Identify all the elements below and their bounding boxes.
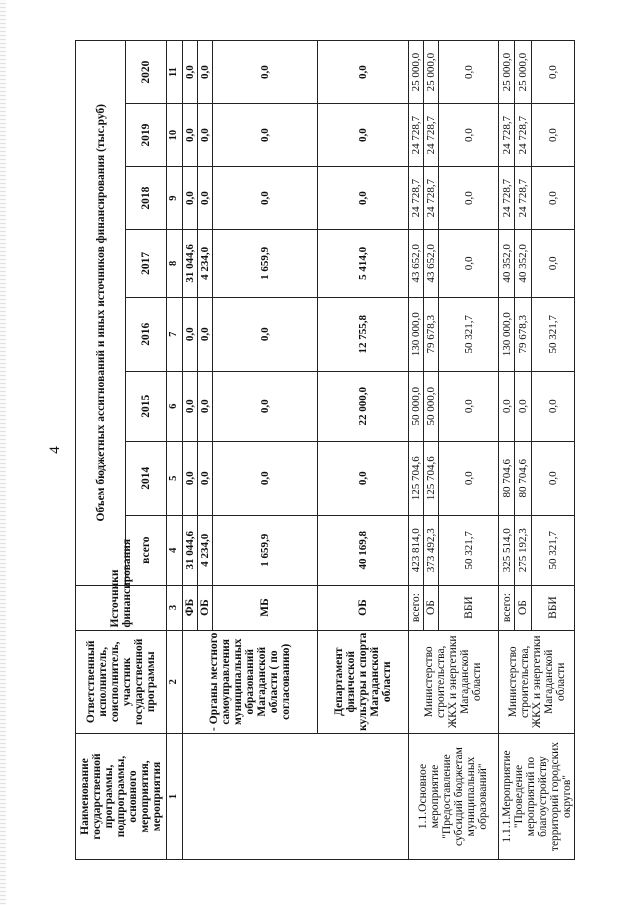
cell-responsible: - Органы местного самоуправления муниципальных образований Магаданской области ( по согласованию) bbox=[182, 630, 317, 733]
cell-value: 24 728,7 bbox=[515, 167, 531, 230]
index-row bbox=[166, 41, 182, 860]
header-total: всего bbox=[126, 515, 166, 585]
header-year: 2014 bbox=[126, 441, 166, 515]
cell-value: 130 000,0 bbox=[499, 297, 515, 371]
index-cell: 3 bbox=[166, 585, 182, 630]
index-cell: 1 bbox=[166, 734, 182, 860]
cell-value: 25 000,0 bbox=[515, 41, 531, 104]
index-cell: 9 bbox=[166, 167, 182, 230]
cell-value: 79 678,3 bbox=[515, 297, 531, 371]
cell-value: 0,0 bbox=[438, 441, 498, 515]
cell-source: МБ bbox=[213, 585, 318, 630]
header-source: Источники финансирования bbox=[76, 585, 167, 630]
cell-value: 43 652,0 bbox=[423, 230, 438, 297]
cell-value: 0,0 bbox=[197, 41, 212, 104]
cell-responsible: Министерство строительства, ЖКХ и энергетики Магаданской области bbox=[408, 630, 499, 733]
header-year: 2015 bbox=[126, 371, 166, 441]
cell-value: 0,0 bbox=[182, 297, 197, 371]
cell-value: 50 321,7 bbox=[438, 297, 498, 371]
header-year: 2018 bbox=[126, 167, 166, 230]
cell-value: 0,0 bbox=[531, 441, 574, 515]
cell-value: 12 755,8 bbox=[317, 297, 408, 371]
cell-value: 0,0 bbox=[213, 167, 318, 230]
cell-value: 4 234,0 bbox=[197, 230, 212, 297]
cell-source: ОБ bbox=[515, 585, 531, 630]
cell-value: 0,0 bbox=[438, 230, 498, 297]
cell-value: 0,0 bbox=[531, 230, 574, 297]
cell-source: ВБИ bbox=[438, 585, 498, 630]
page-number: 4 bbox=[47, 446, 63, 454]
cell-value: 0,0 bbox=[531, 167, 574, 230]
index-cell: 10 bbox=[166, 104, 182, 167]
cell-value: 0,0 bbox=[213, 441, 318, 515]
cell-value: 80 704,6 bbox=[499, 441, 515, 515]
header-funding-group: Объем бюджетных ассигнований и иных источников финансирования (тыс.руб) bbox=[76, 41, 126, 586]
cell-source: всего: bbox=[499, 585, 515, 630]
cell-value: 125 704,6 bbox=[423, 441, 438, 515]
cell-value: 0,0 bbox=[197, 104, 212, 167]
cell-source: ОБ bbox=[197, 585, 212, 630]
cell-value: 0,0 bbox=[438, 167, 498, 230]
cell-value: 80 704,6 bbox=[515, 441, 531, 515]
header-year: 2019 bbox=[126, 104, 166, 167]
cell-value: 24 728,7 bbox=[423, 167, 438, 230]
cell-value: 0,0 bbox=[438, 41, 498, 104]
cell-value: 24 728,7 bbox=[408, 104, 423, 167]
header-name: Наименование государственной программы, подпрограммы, основного мероприятия, мероприятия bbox=[76, 734, 167, 860]
header-row-1 bbox=[76, 41, 126, 860]
cell-value: 0,0 bbox=[438, 371, 498, 441]
cell-value: 25 000,0 bbox=[408, 41, 423, 104]
cell-source: ФБ bbox=[182, 585, 197, 630]
cell-value: 50 321,7 bbox=[438, 515, 498, 585]
cell-value: 0,0 bbox=[317, 41, 408, 104]
index-cell: 5 bbox=[166, 441, 182, 515]
cell-value: 0,0 bbox=[182, 104, 197, 167]
cell-value: 4 234,0 bbox=[197, 515, 212, 585]
cell-source: ОБ bbox=[317, 585, 408, 630]
cell-value: 79 678,3 bbox=[423, 297, 438, 371]
index-cell: 7 bbox=[166, 297, 182, 371]
cell-value: 43 652,0 bbox=[408, 230, 423, 297]
cell-value: 0,0 bbox=[317, 441, 408, 515]
scan-edge bbox=[0, 0, 6, 905]
index-cell: 11 bbox=[166, 41, 182, 104]
cell-value: 0,0 bbox=[182, 41, 197, 104]
cell-source: ОБ bbox=[423, 585, 438, 630]
cell-value: 0,0 bbox=[197, 371, 212, 441]
cell-value: 40 352,0 bbox=[515, 230, 531, 297]
cell-value: 1 659,9 bbox=[213, 515, 318, 585]
cell-value: 0,0 bbox=[531, 104, 574, 167]
cell-value: 0,0 bbox=[515, 371, 531, 441]
cell-value: 0,0 bbox=[531, 371, 574, 441]
cell-value: 40 352,0 bbox=[499, 230, 515, 297]
funding-table bbox=[75, 40, 575, 860]
cell-value: 24 728,7 bbox=[408, 167, 423, 230]
table-row bbox=[499, 41, 515, 860]
index-cell: 8 bbox=[166, 230, 182, 297]
cell-value: 0,0 bbox=[182, 441, 197, 515]
cell-value: 0,0 bbox=[213, 104, 318, 167]
cell-value: 130 000,0 bbox=[408, 297, 423, 371]
cell-value: 24 728,7 bbox=[499, 167, 515, 230]
index-cell: 2 bbox=[166, 630, 182, 733]
cell-value: 0,0 bbox=[197, 441, 212, 515]
cell-value: 25 000,0 bbox=[423, 41, 438, 104]
cell-name: 1.1.1.Мероприятие "Проведение мероприятий по благоустройству территорий городских округов" bbox=[499, 734, 575, 860]
cell-value: 50 321,7 bbox=[531, 297, 574, 371]
cell-responsible: Департамент физической культуры и спорта Магаданской области bbox=[317, 630, 408, 733]
cell-value: 24 728,7 bbox=[499, 104, 515, 167]
cell-name bbox=[182, 734, 408, 860]
cell-responsible: Министерство строительства, ЖКХ и энергетики Магаданской области bbox=[499, 630, 575, 733]
cell-value: 22 000,0 bbox=[317, 371, 408, 441]
header-year: 2020 bbox=[126, 41, 166, 104]
index-cell: 4 bbox=[166, 515, 182, 585]
cell-value: 0,0 bbox=[499, 371, 515, 441]
cell-value: 1 659,9 bbox=[213, 230, 318, 297]
header-year: 2016 bbox=[126, 297, 166, 371]
cell-value: 0,0 bbox=[197, 297, 212, 371]
cell-value: 24 728,7 bbox=[423, 104, 438, 167]
table-row bbox=[408, 41, 423, 860]
cell-value: 0,0 bbox=[197, 167, 212, 230]
header-year: 2017 bbox=[126, 230, 166, 297]
header-responsible: Ответственный исполнитель, соисполнитель, участник государственной программы bbox=[76, 630, 167, 733]
cell-value: 0,0 bbox=[531, 41, 574, 104]
cell-value: 31 044,6 bbox=[182, 515, 197, 585]
cell-value: 0,0 bbox=[182, 371, 197, 441]
cell-value: 40 169,8 bbox=[317, 515, 408, 585]
cell-source: ВБИ bbox=[531, 585, 574, 630]
cell-value: 25 000,0 bbox=[499, 41, 515, 104]
cell-value: 0,0 bbox=[213, 297, 318, 371]
cell-value: 24 728,7 bbox=[515, 104, 531, 167]
cell-value: 0,0 bbox=[317, 167, 408, 230]
cell-value: 50 000,0 bbox=[408, 371, 423, 441]
cell-value: 0,0 bbox=[317, 104, 408, 167]
cell-value: 0,0 bbox=[213, 41, 318, 104]
cell-value: 125 704,6 bbox=[408, 441, 423, 515]
cell-value: 0,0 bbox=[438, 104, 498, 167]
index-cell: 6 bbox=[166, 371, 182, 441]
cell-value: 50 321,7 bbox=[531, 515, 574, 585]
cell-value: 275 192,3 bbox=[515, 515, 531, 585]
cell-value: 0,0 bbox=[182, 167, 197, 230]
rotated-table-wrapper bbox=[75, 40, 575, 860]
table-row bbox=[182, 41, 197, 860]
cell-value: 0,0 bbox=[213, 371, 318, 441]
cell-value: 325 514,0 bbox=[499, 515, 515, 585]
cell-value: 5 414,0 bbox=[317, 230, 408, 297]
cell-name: 1.1.Основное мероприятие "Предоставление субсидий бюджетам муниципальных образований" bbox=[408, 734, 499, 860]
cell-value: 31 044,6 bbox=[182, 230, 197, 297]
cell-source: всего: bbox=[408, 585, 423, 630]
cell-value: 423 814,0 bbox=[408, 515, 423, 585]
cell-value: 373 492,3 bbox=[423, 515, 438, 585]
cell-value: 50 000,0 bbox=[423, 371, 438, 441]
